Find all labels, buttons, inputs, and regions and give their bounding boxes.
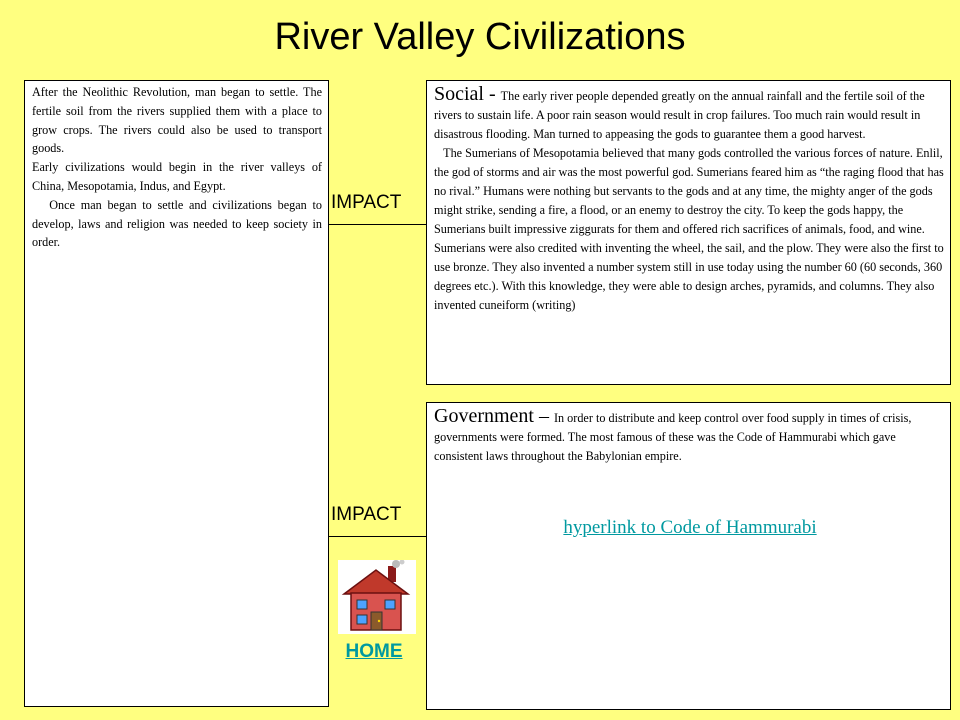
intro-paragraph-1: After the Neolithic Revolution, man began to settle. The fertile soil from the rivers supplied them with a place to grow crops. The rivers could also be used to transport goods. bbox=[32, 85, 322, 156]
intro-paragraph-3: Once man began to settle and civilizations began to develop, laws and religion was needed to keep society in order. bbox=[32, 197, 322, 250]
government-box bbox=[426, 402, 951, 710]
impact-label-2: IMPACT bbox=[331, 504, 402, 525]
government-text: In order to distribute and keep control over food supply in times of crisis, governments were formed. The most famous of these was the Code of Hammurabi which gave consistent laws throughout the Babylonian empire. bbox=[434, 411, 912, 463]
intro-box bbox=[24, 80, 329, 707]
government-paragraph bbox=[434, 407, 946, 466]
impact-connector-1 bbox=[329, 224, 426, 225]
social-heading: Social - bbox=[434, 83, 501, 105]
hammurabi-link[interactable]: hyperlink to Code of Hammurabi bbox=[563, 517, 817, 538]
home-link[interactable]: HOME bbox=[345, 641, 403, 662]
social-text-1: The early river people depended greatly on the annual rainfall and the fertile soil of the rivers to sustain life. A poor rain season would result in crop failures. Too much rain would result in disastrous flooding. Man turned to appeasing the gods to guarantee them a good harvest. bbox=[434, 89, 925, 141]
intro-paragraph-2: Early civilizations would begin in the river valleys of China, Mesopotamia, Indus, and Egypt. bbox=[32, 160, 322, 193]
impact-connector-2 bbox=[329, 536, 426, 537]
social-box bbox=[426, 80, 951, 385]
page-title: River Valley Civilizations bbox=[274, 16, 686, 58]
impact-label-1: IMPACT bbox=[331, 192, 402, 213]
house-icon[interactable] bbox=[338, 560, 416, 634]
social-paragraph-1 bbox=[434, 85, 946, 144]
social-paragraph-2: The Sumerians of Mesopotamia believed that many gods controlled the various forces of nature. Enlil, the god of storms and air was the most powerful god. Sumerians feared him as “the raging flood that has no rival.” Humans were nothing but servants to the gods and at any time, the mighty anger of the gods might strike, sending a fire, a flood, or an enemy to destroy the city. To keep the gods happy, the Sumerians built impressive ziggurats for them and offered rich sacrifices of animals, food, and wine. Sumerians were also credited with inventing the wheel, the sail, and the plow. They were also the first to use bronze. They also invented a number system still in use today using the number 60 (60 seconds, 360 degrees etc.). With this knowledge, they were able to design arches, pyramids, and columns. They also invented cuneiform (writing) bbox=[434, 146, 944, 312]
government-heading: Government – bbox=[434, 405, 554, 427]
